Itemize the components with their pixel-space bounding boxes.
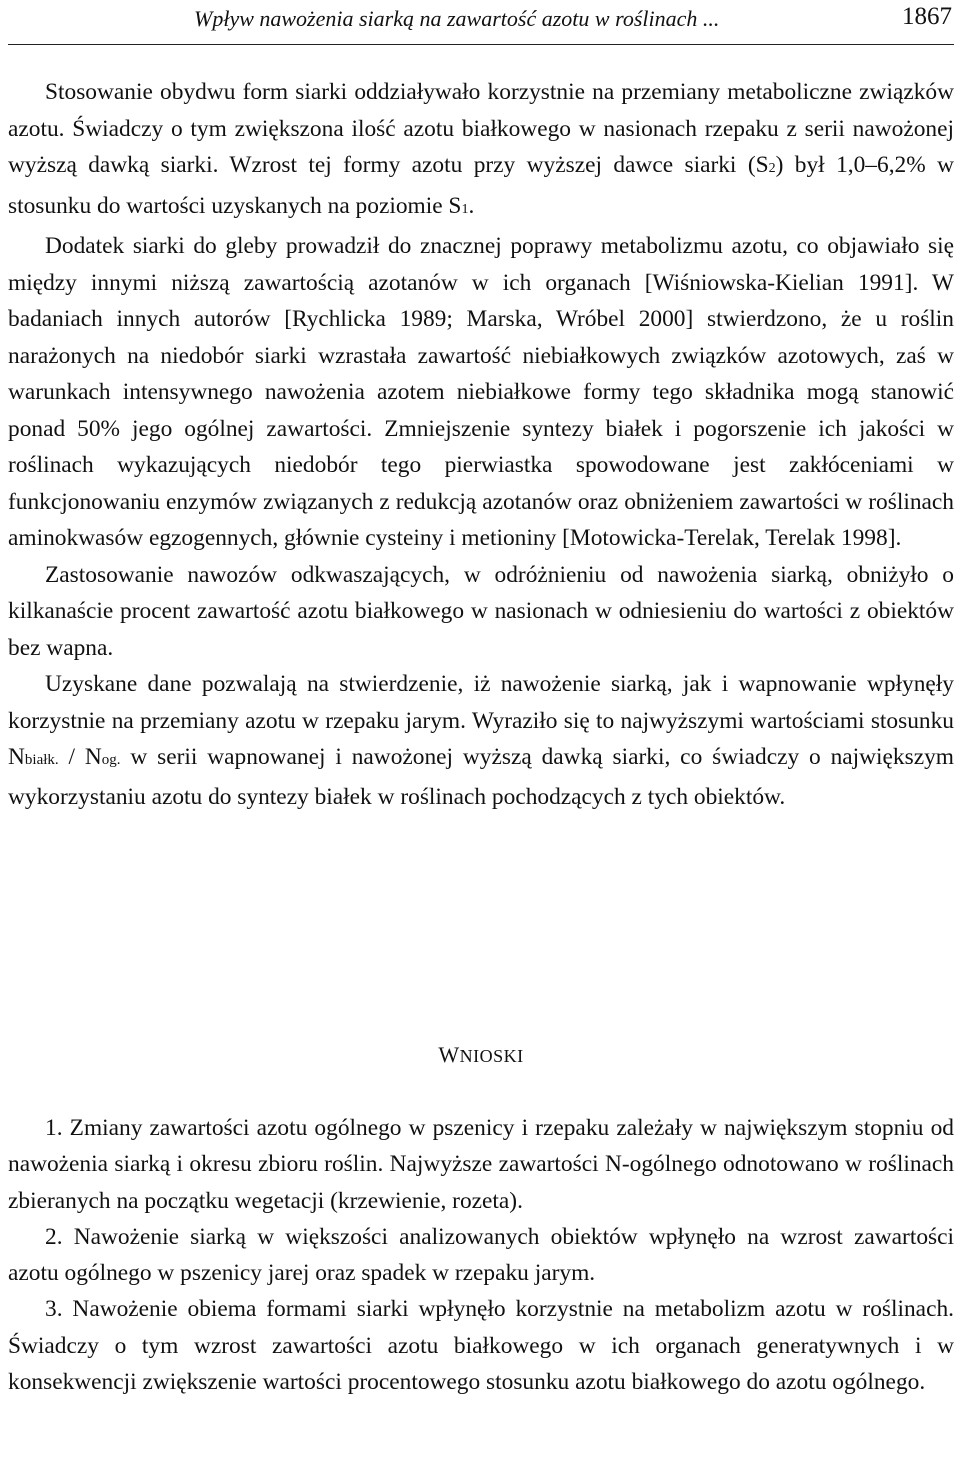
paragraph-3: Zastosowanie nawozów odkwaszających, w odróżnieniu od nawożenia siarką, obniżyło o kilkanaście procent zawartość azotu białkowego w nasionach w odniesieniu do wartości z obiektów bez wapna. — [8, 561, 954, 661]
section-heading-conclusions: WNIOSKI — [438, 1042, 524, 1067]
page-number: 1867 — [902, 3, 952, 30]
paragraph-2: Dodatek siarki do gleby prowadził do znacznej poprawy metabolizmu azotu, co objawiało się między innymi niższą zawartością azotanów w ich organach [Wiśniowska-Kielian 1991]. W badaniach innych autorów [Rychlicka 1989; Marska, Wróbel 2000] stwierdzono, że u roślin narażonych na niedobór siarki wzrastała zawartość niebiałkowych związków azotowych, zaś w warunkach intensywnego nawożenia azotem niebiałkowe formy tego składnika mogą stanowić ponad 50% jego ogólnej zawartości. Zmniejszenie syntezy białek i pogorszenie ich jakości w roślinach wykazujących niedobór tego pierwiastka spowodowane jest zakłóceniami w funkcjonowaniu enzymów związanych z redukcją azotanów oraz obniżeniem zawartości w roślinach aminokwasów egzogennych, głównie cysteiny i metioniny [Motowicka-Terelak, Terelak 1998]. — [8, 233, 954, 551]
conclusions-list — [8, 1110, 954, 1400]
paragraph-1: Stosowanie obydwu form siarki oddziaływało korzystnie na przemiany metaboliczne związków azotu. Świadczy o tym zwiększona ilość azotu białkowego w nasionach rzepaku z serii nawożonej wyższą dawką siarki. Wzrost tej formy azotu przy wyższej dawce siarki (S2) był 1,0–6,2% w stosunku do wartości uzyskanych na poziomie S1. — [8, 79, 954, 219]
subscript: białk. — [24, 752, 59, 768]
subscript: 2 — [768, 161, 776, 176]
running-header — [8, 4, 954, 45]
subscript: og. — [101, 752, 121, 768]
paragraph-4: Uzyskane dane pozwalają na stwierdzenie, iż nawożenie siarką, jak i wapnowanie wpłynęły korzystnie na przemiany azotu w rzepaku jarym. Wyraziło się to najwyższymi wartościami stosunku Nbiałk. / Nog. w serii wapnowanej i nawożonej wyższą dawką siarki, co świadczy o największym wykorzystaniu azotu do syntezy białek w roślinach pochodzących z tych obiektów. — [8, 671, 954, 810]
body-text — [8, 74, 954, 815]
subscript: 1 — [461, 201, 469, 217]
running-title: Wpływ nawożenia siarką na zawartość azotu w roślinach ... — [194, 6, 720, 31]
conclusion-item-3: 3. Nawożenie obiema formami siarki wpłynęło korzystnie na metabolizm azotu w roślinach. Świadczy o tym wzrost zawartości azotu białkowego w ich organach generatywnych i w konsekwencji zwiększenie wartości procentowego stosunku azotu białkowego do azotu ogólnego. — [8, 1296, 954, 1396]
conclusion-item-1: 1. Zmiany zawartości azotu ogólnego w pszenicy i rzepaku zależały w największym stopniu od nawożenia siarką i okresu zbioru roślin. Najwyższe zawartości N-ogólnego odnotowano w roślinach zbieranych na początku wegetacji (krzewienie, rozeta). — [8, 1115, 954, 1214]
conclusion-item-2: 2. Nawożenie siarką w większości analizowanych obiektów wpłynęło na wzrost zawartości azotu ogólnego w pszenicy jarej oraz spadek w rzepaku jarym. — [8, 1223, 954, 1287]
